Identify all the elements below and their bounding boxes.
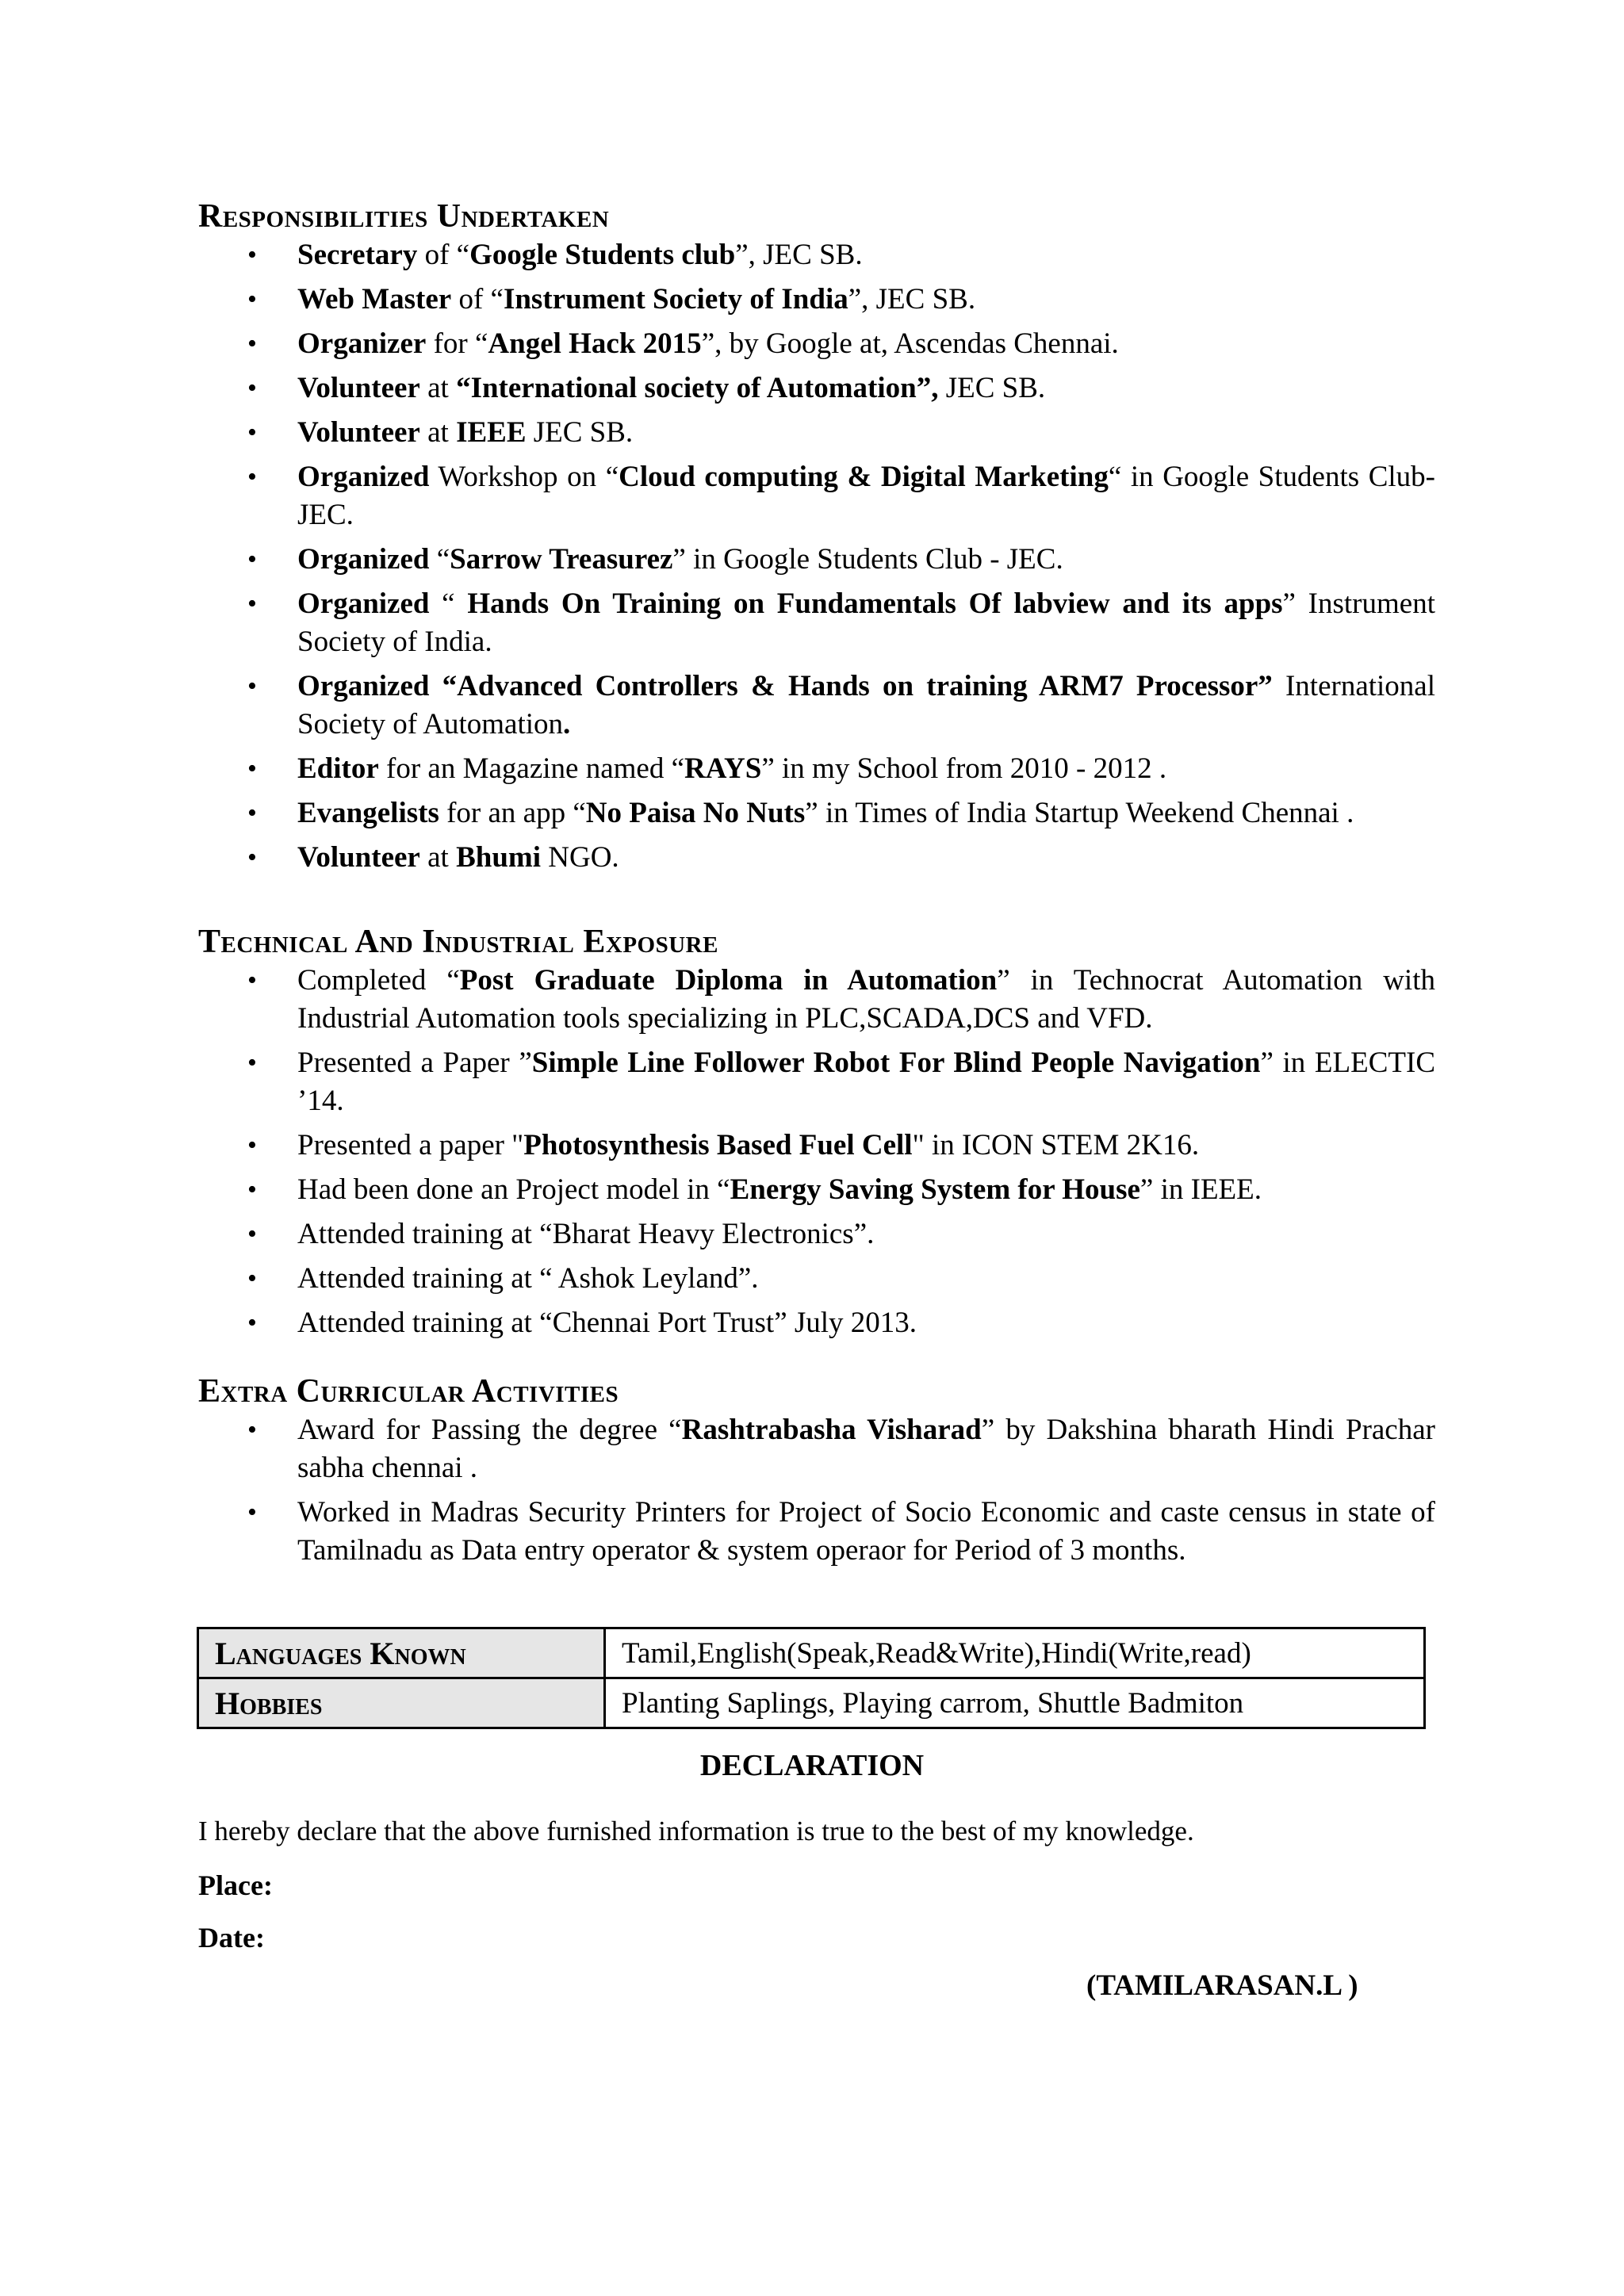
bold-text: Volunteer [297, 416, 420, 449]
item-text: Award for Passing the degree “ [297, 1414, 682, 1446]
item-text: Workshop on “ [429, 461, 619, 493]
item-text: for an app “ [439, 797, 586, 829]
item-text: Presented a Paper ” [297, 1047, 532, 1079]
bold-text: IEEE [456, 416, 527, 449]
list-item [198, 794, 1435, 832]
item-text: JEC SB. [526, 416, 634, 449]
bullet-icon: • [247, 1175, 257, 1204]
item-text: Attended training at “ Ashok Leyland”. [297, 1262, 759, 1295]
bold-text: Hands On Training on Fundamentals Of labview and its apps [467, 587, 1283, 620]
table-row [198, 1628, 1425, 1678]
list-item [198, 1260, 1435, 1298]
bold-text: Bhumi [456, 841, 541, 874]
extra-curricular-list [198, 1411, 1435, 1570]
item-text: at [419, 416, 457, 449]
responsibilities-list [198, 236, 1435, 877]
bold-text: . [563, 708, 571, 740]
bold-text: Organizer [297, 327, 427, 360]
hobbies-label: Hobbies [198, 1678, 605, 1728]
item-text: NGO. [541, 841, 619, 874]
item-text: for “ [426, 327, 488, 360]
responsibilities-heading: Responsibilities Undertaken [198, 198, 610, 235]
item-text: ”, JEC SB. [848, 283, 976, 316]
hobbies-value: Planting Saplings, Playing carrom, Shuttle Badmiton [605, 1678, 1425, 1728]
item-text: Completed “ [297, 964, 460, 997]
bold-text: Cloud computing & Digital Marketing [619, 461, 1109, 493]
extra-curricular-section [198, 1372, 1435, 1576]
bold-text: Evangelists [297, 797, 439, 829]
bold-text: Instrument Society of India [503, 283, 848, 316]
item-text: “ in Google Students Club-JEC. [297, 461, 1435, 531]
technical-list [198, 962, 1435, 1342]
bullet-icon: • [247, 966, 257, 995]
extra-curricular-heading: Extra Curricular Activities [198, 1373, 619, 1410]
list-item [198, 962, 1435, 1038]
item-text: Presented a paper " [297, 1129, 524, 1161]
bullet-icon: • [247, 843, 257, 872]
list-item [198, 750, 1435, 788]
bold-text: “Advanced Controllers & Hands on training ARM7 Processor” [442, 670, 1273, 702]
item-text: ”, by Google at, Ascendas Chennai. [701, 327, 1119, 360]
bold-text: Sarrow Treasurez [450, 543, 673, 576]
list-item [198, 1215, 1435, 1253]
item-text: JEC SB. [938, 372, 1046, 404]
bold-text: Google Students club [469, 239, 736, 271]
bullet-icon: • [247, 1264, 257, 1293]
technical-heading: Technical And Industrial Exposure [198, 924, 718, 960]
list-item [198, 281, 1435, 319]
list-item [198, 369, 1435, 408]
item-text: “ [429, 543, 450, 576]
bold-text: Volunteer [297, 372, 420, 404]
bold-text: Organized [297, 461, 430, 493]
bullet-icon: • [247, 1131, 257, 1160]
bullet-icon: • [247, 798, 257, 828]
bullet-icon: • [247, 1308, 257, 1337]
item-text: ” in Technocrat Automation with Industrial Automation tools specializing in PLC,SCADA,DCS and VFD. [297, 964, 1435, 1035]
item-text: for an Magazine named “ [378, 752, 685, 785]
item-text: ” in my School from 2010 - 2012 . [761, 752, 1167, 785]
bold-text: Angel Hack 2015 [488, 327, 702, 360]
bold-text: Web Master [297, 283, 452, 316]
place-label: Place: [198, 1869, 273, 1901]
bullet-icon: • [247, 1048, 257, 1077]
bold-text: “International society of Automation”, [456, 372, 939, 404]
bold-text: Rashtrabasha Visharad [681, 1414, 982, 1446]
declaration-text: I hereby declare that the above furnished information is true to the best of my knowledge. [198, 1816, 1194, 1846]
bold-text: Organized [297, 587, 430, 620]
languages-label: Languages Known [198, 1628, 605, 1678]
list-item [198, 458, 1435, 534]
bullet-icon: • [247, 240, 257, 270]
bold-text: Secretary [297, 239, 418, 271]
bold-text: Photosynthesis Based Fuel Cell [523, 1129, 913, 1161]
item-text: at [419, 841, 457, 874]
item-text: International Society of Automation [297, 670, 1435, 740]
bold-text: Organized [297, 543, 430, 576]
bold-text: Energy Saving System for House [730, 1173, 1140, 1206]
item-text: ” Instrument Society of India. [297, 587, 1435, 658]
bullet-icon: • [247, 418, 257, 447]
table-row [198, 1678, 1425, 1728]
bold-text: Post Graduate Diploma in Automation [459, 964, 998, 997]
list-item [198, 325, 1435, 363]
bullet-icon: • [247, 545, 257, 574]
item-text: Attended training at “Bharat Heavy Electronics”. [297, 1218, 875, 1250]
list-item [198, 668, 1435, 744]
item-text: ” by Dakshina bharath Hindi Prachar sabha chennai . [297, 1414, 1435, 1484]
bullet-icon: • [247, 754, 257, 783]
bullet-icon: • [247, 1415, 257, 1445]
bold-text: Organized [297, 670, 430, 702]
bold-text: No Paisa No Nuts [585, 797, 806, 829]
signature-name: (TAMILARASAN.L ) [1086, 1969, 1358, 2002]
list-item [198, 1304, 1435, 1342]
list-item [198, 839, 1435, 877]
item-text: " in ICON STEM 2K16. [912, 1129, 1200, 1161]
item-text: “ [429, 587, 468, 620]
bold-text: Editor [297, 752, 379, 785]
bullet-icon: • [247, 462, 257, 492]
date-label: Date: [198, 1922, 265, 1954]
bullet-icon: • [247, 589, 257, 618]
list-item [198, 236, 1435, 274]
list-item [198, 585, 1435, 661]
declaration-title: DECLARATION [699, 1749, 925, 1782]
item-text: ” in Times of India Startup Weekend Chennai . [805, 797, 1354, 829]
item-text: Had been done an Project model in “ [297, 1173, 730, 1206]
item-text: ” in Google Students Club - JEC. [672, 543, 1063, 576]
bullet-icon: • [247, 1219, 257, 1249]
item-text: Attended training at “Chennai Port Trust” July 2013. [297, 1307, 917, 1339]
bullet-icon: • [247, 373, 257, 403]
item-text: ” in IEEE. [1139, 1173, 1262, 1206]
item-text: of “ [417, 239, 470, 271]
item-text [429, 670, 442, 702]
item-text: ”, JEC SB. [735, 239, 863, 271]
languages-value: Tamil,English(Speak,Read&Write),Hindi(Write,read) [605, 1628, 1425, 1678]
bullet-icon: • [247, 329, 257, 358]
item-text: Worked in Madras Security Printers for Project of Socio Economic and caste census in state of Tamilnadu as Data entry operator & system operaor for Period of 3 months. [297, 1496, 1435, 1567]
list-item [198, 1171, 1435, 1209]
bullet-icon: • [247, 1498, 257, 1527]
list-item [198, 414, 1435, 452]
item-text: at [419, 372, 457, 404]
list-item [198, 541, 1435, 579]
bullet-icon: • [247, 285, 257, 314]
list-item [198, 1127, 1435, 1165]
list-item [198, 1411, 1435, 1487]
bold-text: Simple Line Follower Robot For Blind People Navigation [531, 1047, 1261, 1079]
item-text: ” in ELECTIC ’14. [297, 1047, 1435, 1117]
info-table [197, 1627, 1426, 1729]
list-item [198, 1044, 1435, 1120]
responsibilities-section [198, 197, 1435, 883]
technical-section [198, 922, 1435, 1349]
list-item [198, 1494, 1435, 1570]
bold-text: RAYS [684, 752, 762, 785]
item-text: of “ [451, 283, 504, 316]
bold-text: Volunteer [297, 841, 420, 874]
bullet-icon: • [247, 672, 257, 701]
